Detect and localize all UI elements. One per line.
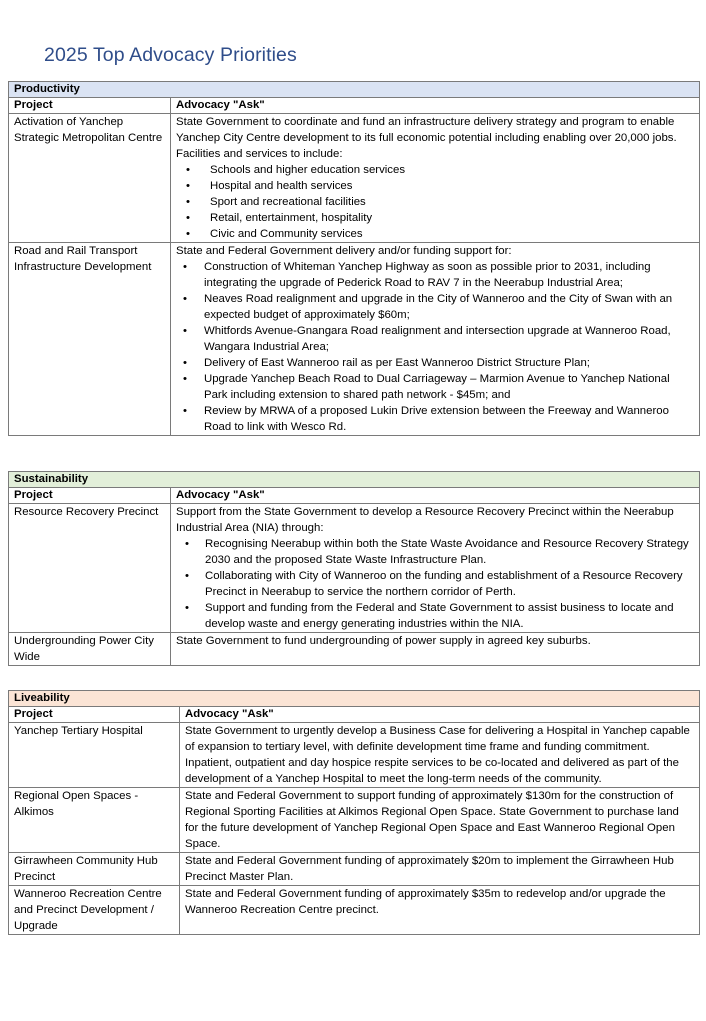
section-header-productivity <box>9 82 700 98</box>
list-item: • Civic and Community services <box>176 226 694 242</box>
section-header-sustainability <box>9 472 700 488</box>
ask-cell: State and Federal Government to support funding of approximately $130m for the construction of Regional Sporting Facilities at Alkimos Regional Open Space. State Government to purchase land for the future development of Yanchep Regional Open Space and East Wanneroo Regional Open Space. <box>180 788 700 853</box>
section-title: Liveability <box>9 691 700 707</box>
project-cell: Regional Open Spaces - Alkimos <box>9 788 180 853</box>
table-row <box>9 788 700 853</box>
ask-intro: Support from the State Government to develop a Resource Recovery Precinct within the Neerabup Industrial Area (NIA) through: <box>176 506 674 534</box>
project-cell: Wanneroo Recreation Centre and Precinct Development / Upgrade <box>9 886 180 935</box>
list-item: • Upgrade Yanchep Beach Road to Dual Carriageway – Marmion Avenue to Yanchep National Park including extension to shared path network - $45m; and <box>176 371 694 403</box>
section-header-liveability <box>9 691 700 707</box>
ask-cell: State and Federal Government funding of approximately $35m to redevelop and/or upgrade the Wanneroo Recreation Centre precinct. <box>180 886 700 935</box>
table-row <box>9 243 700 436</box>
list-item: • Schools and higher education services <box>176 162 694 178</box>
ask-column-header: Advocacy "Ask" <box>171 488 700 504</box>
project-cell: Activation of Yanchep Strategic Metropolitan Centre <box>9 114 171 243</box>
ask-intro: State Government to coordinate and fund an infrastructure delivery strategy and program to enable Yanchep City Centre development to its full economic potential including enabling over 20,000 jobs. Facilities and services to include: <box>176 116 677 160</box>
ask-column-header: Advocacy "Ask" <box>171 98 700 114</box>
column-header-row <box>9 488 700 504</box>
section-title: Sustainability <box>9 472 700 488</box>
ask-intro: State and Federal Government delivery and/or funding support for: <box>176 245 512 257</box>
list-item: • Recognising Neerabup within both the State Waste Avoidance and Resource Recovery Strategy 2030 and the proposed State Waste Infrastructure Plan. <box>176 536 694 568</box>
project-column-header: Project <box>9 707 180 723</box>
ask-cell: State Government to urgently develop a Business Case for delivering a Hospital in Yanchep capable of expansion to tertiary level, with definite development time frame and funding commitment. Inpatient, outpatient and day hospice respite services to be co-located and delivered as part of the development of a Yanchep Hospital to meet the long-term needs of the community. <box>180 723 700 788</box>
ask-cell: State and Federal Government funding of approximately $20m to implement the Girrawheen Hub Precinct Master Plan. <box>180 853 700 886</box>
list-item: • Sport and recreational facilities <box>176 194 694 210</box>
page-title: 2025 Top Advocacy Priorities <box>44 44 297 66</box>
column-header-row <box>9 98 700 114</box>
bullet-list <box>176 536 694 632</box>
list-item: • Hospital and health services <box>176 178 694 194</box>
project-cell: Undergrounding Power City Wide <box>9 633 171 666</box>
list-item: • Delivery of East Wanneroo rail as per East Wanneroo District Structure Plan; <box>176 355 694 371</box>
list-item: • Retail, entertainment, hospitality <box>176 210 694 226</box>
ask-cell: State Government to fund undergrounding of power supply in agreed key suburbs. <box>171 633 700 666</box>
table-row <box>9 633 700 666</box>
project-column-header: Project <box>9 488 171 504</box>
table-row <box>9 886 700 935</box>
project-cell: Girrawheen Community Hub Precinct <box>9 853 180 886</box>
list-item: • Review by MRWA of a proposed Lukin Drive extension between the Freeway and Wanneroo Road to link with Wesco Rd. <box>176 403 694 435</box>
table-row <box>9 504 700 633</box>
column-header-row <box>9 707 700 723</box>
productivity-table <box>8 81 700 436</box>
list-item: • Whitfords Avenue-Gnangara Road realignment and intersection upgrade at Wanneroo Road, Wangara Industrial Area; <box>176 323 694 355</box>
table-row <box>9 114 700 243</box>
list-item: • Construction of Whiteman Yanchep Highway as soon as possible prior to 2031, including integrating the upgrade of Pederick Road to RAV 7 in the Neerabup Industrial Area; <box>176 259 694 291</box>
section-title: Productivity <box>9 82 700 98</box>
ask-cell <box>171 114 700 243</box>
sustainability-table <box>8 471 700 666</box>
bullet-list <box>176 162 694 242</box>
project-column-header: Project <box>9 98 171 114</box>
liveability-table <box>8 690 700 935</box>
ask-column-header: Advocacy "Ask" <box>180 707 700 723</box>
project-cell: Resource Recovery Precinct <box>9 504 171 633</box>
bullet-list <box>176 259 694 435</box>
ask-cell <box>171 243 700 436</box>
list-item: • Collaborating with City of Wanneroo on the funding and establishment of a Resource Recovery Precinct in Neerabup to service the northern corridor of Perth. <box>176 568 694 600</box>
project-cell: Road and Rail Transport Infrastructure Development <box>9 243 171 436</box>
list-item: • Support and funding from the Federal and State Government to assist business to locate and develop waste and energy generating industries within the NIA. <box>176 600 694 632</box>
ask-cell <box>171 504 700 633</box>
list-item: • Neaves Road realignment and upgrade in the City of Wanneroo and the City of Swan with an expected budget of approximately $60m; <box>176 291 694 323</box>
project-cell: Yanchep Tertiary Hospital <box>9 723 180 788</box>
table-row <box>9 723 700 788</box>
table-row <box>9 853 700 886</box>
